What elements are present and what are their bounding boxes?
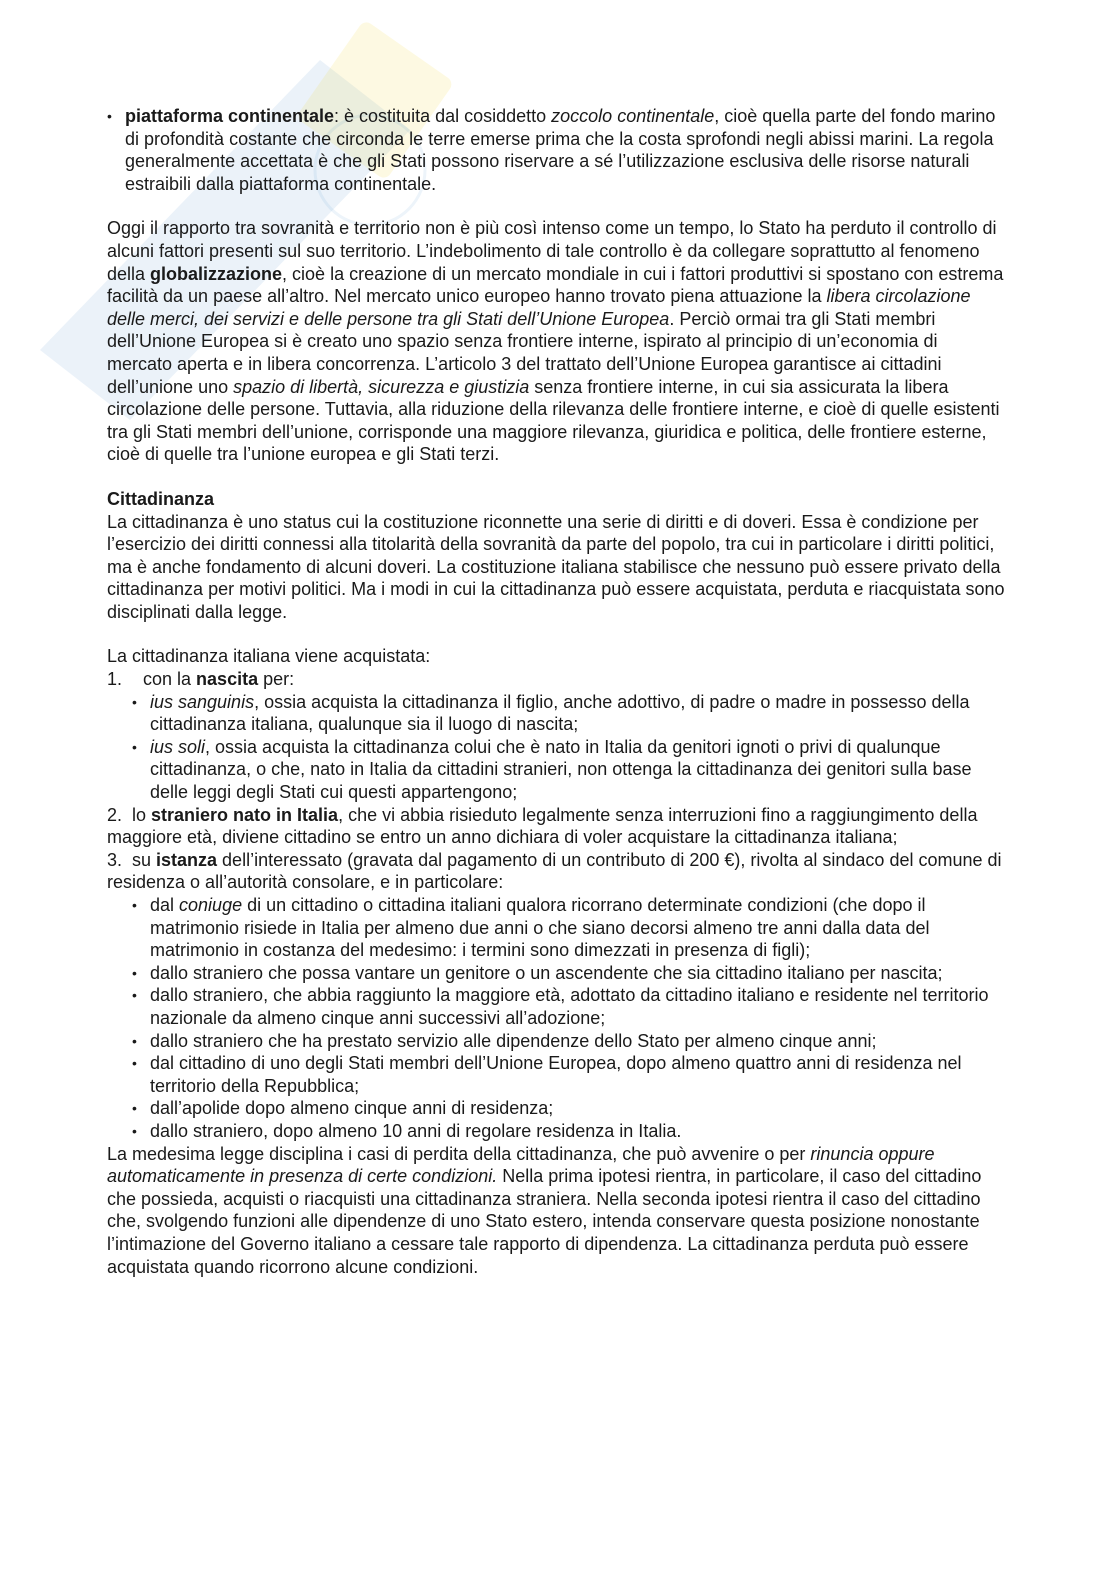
list-item: • dal cittadino di uno degli Stati membri dell’Unione Europea, dopo almeno quattro anni di residenza nel territorio della Repubblica; xyxy=(132,1052,1007,1097)
list-item: • dallo straniero che ha prestato servizio alle dipendenze dello Stato per almeno cinque anni; xyxy=(132,1030,1007,1053)
text: : è costituita dal cosiddetto xyxy=(334,106,552,126)
emphasis: libera circolazione delle merci, dei servizi e delle persone tra gli Stati dell’Unione Europea xyxy=(107,286,971,329)
emphasis: ius soli xyxy=(150,736,206,757)
emphasis: zoccolo continentale xyxy=(551,106,715,126)
text: Oggi il rapporto tra sovranità e territorio non è più così intenso come un tempo, lo Stato ha perduto il controllo di alcuni fattori presenti sul suo territorio. L’indebolimento di tale controllo è da collegare soprattutto al fenomeno della xyxy=(107,218,997,284)
list-item-2 xyxy=(107,804,1007,849)
term-nascita: nascita xyxy=(196,669,259,690)
term-istanza: istanza xyxy=(156,849,218,870)
list-item xyxy=(132,894,1007,962)
paragraph-perdita-cittadinanza xyxy=(107,1143,1007,1279)
list-item: • dallo straniero, dopo almeno 10 anni di regolare residenza in Italia. xyxy=(132,1120,1007,1143)
list-lead: La cittadinanza italiana viene acquistata: xyxy=(107,646,431,667)
text: , che vi abbia risieduto legalmente senza interruzioni fino a raggiungimento della maggiore età, diviene cittadino se entro un anno dichiara di voler acquistare la cittadinanza italiana; xyxy=(107,804,978,848)
text: di un cittadino o cittadina italiani qualora ricorrano determinate condizioni (che dopo il matrimonio risiede in Italia per almeno due anni o che siano decorsi almeno tre anni dalla data del matrimonio in costanza del medesimo: i termini sono dimezzati in presenza di figli); xyxy=(150,895,930,961)
item-number: 2. xyxy=(107,804,123,825)
section-heading: Cittadinanza xyxy=(107,488,215,509)
item-number: 1. xyxy=(107,669,123,690)
list-item-1 xyxy=(107,668,1007,691)
emphasis: spazio di libertà, sicurezza e giustizia xyxy=(233,376,530,397)
term-piattaforma: piattaforma continentale xyxy=(125,106,335,126)
text: con la xyxy=(143,669,197,690)
text: La medesima legge disciplina i casi di perdita della cittadinanza, che può avvenire o per xyxy=(107,1143,811,1164)
text: , ossia acquista la cittadinanza colui che è nato in Italia da genitori ignoti o privi di qualunque cittadinanza, o che, nato in Italia da cittadini stranieri, non ottenga la cittadinanza dei genitori sulla base delle leggi degli Stati cui questi appartengono; xyxy=(150,736,972,803)
term-straniero: straniero nato in Italia xyxy=(151,804,339,825)
list-item: • dall’apolide dopo almeno cinque anni di residenza; xyxy=(132,1097,1007,1120)
list-item: • dallo straniero che possa vantare un genitore o un ascendente che sia cittadino italiano per nascita; xyxy=(132,962,1007,985)
text: , cioè quella parte del fondo marino di profondità costante che circonda le terre emerse prima che la costa sprofondi negli abissi marini. La regola generalmente accettata è che gli Stati possono riservare a sé l’utilizzazione esclusiva delle risorse naturali estraibili dalla piattaforma continentale. xyxy=(125,106,996,194)
emphasis: coniuge xyxy=(179,895,243,915)
document-page xyxy=(107,105,1007,1278)
sublist-nascita xyxy=(132,691,1007,804)
text: dell’interessato (gravata dal pagamento di un contributo di 200 €), rivolta al sindaco del comune di residenza o all’autorità consolare, e in particolare: xyxy=(107,849,1002,893)
paragraph-globalizzazione xyxy=(107,217,1007,466)
list-item: • dallo straniero, che abbia raggiunto la maggiore età, adottato da cittadino italiano e residente nel territorio nazionale da almeno cinque anni successivi all’adozione; xyxy=(132,984,1007,1029)
text: lo xyxy=(132,804,152,825)
emphasis: rinuncia oppure automaticamente in presenza di certe condizioni. xyxy=(107,1143,935,1187)
sublist-istanza xyxy=(132,894,1007,1143)
text: senza frontiere interne, in cui sia assicurata la libera circolazione delle persone. Tuttavia, alla riduzione della rilevanza delle frontiere interne, e cioè di quelle esistenti tra gli Stati membri dell’unione, corrisponde una maggiore rilevanza, giuridica e politica, delle frontiere esterne, cioè di quelle tra l’unione europea e gli Stati terzi. xyxy=(107,376,1000,465)
paragraph-cittadinanza-intro: La cittadinanza è uno status cui la costituzione riconnette una serie di diritti e di doveri. Essa è condizione per l’esercizio dei diritti connessi alla titolarità della sovranità da parte del popolo, tra cui in particolare i diritti politici, ma è anche fondamento di alcuni doveri. La costituzione italiana stabilisce che nessuno può essere privato della cittadinanza per motivi politici. Ma i modi in cui la cittadinanza può essere acquistata, perduta e riacquistata sono disciplinati dalla legge. xyxy=(107,511,1005,622)
text: . Perciò ormai tra gli Stati membri dell’Unione Europea si è creato uno spazio senza frontiere interne, ispirato al principio di un’economia di mercato aperta e in libera concorrenza. L’articolo 3 del trattato dell’Unione Europea garantisce ai cittadini dell’unione uno xyxy=(107,308,942,397)
term-globalizzazione: globalizzazione xyxy=(150,263,283,284)
text: Nella prima ipotesi rientra, in particolare, il caso del cittadino che possieda, acquisti o riacquisti una cittadinanza straniera. Nella seconda ipotesi rientra il caso del cittadino che, svolgendo funzioni alle dipendenze di uno Stato estero, intenda conservare questa posizione nonostante l’intimazione del Governo italiano a cessare tale rapporto di dipendenza. La cittadinanza perduta può essere acquistata quando ricorrono alcune condizioni. xyxy=(107,1166,982,1277)
emphasis: ius sanguinis xyxy=(150,691,255,712)
text: per: xyxy=(258,669,295,690)
text: su xyxy=(132,849,157,870)
text: , ossia acquista la cittadinanza il figlio, anche adottivo, di padre o madre in possesso della cittadinanza italiana, qualunque sia il luogo di nascita; xyxy=(150,691,970,735)
list-item xyxy=(132,736,1007,804)
text: , cioè la creazione di un mercato mondiale in cui i fattori produttivi si spostano con estrema facilità da un paese all’altro. Nel mercato unico europeo hanno trovato piena attuazione la xyxy=(107,263,1004,307)
bullet-piattaforma-continentale xyxy=(107,105,1007,195)
list-item xyxy=(132,691,1007,736)
list-item-3 xyxy=(107,849,1007,894)
text: dal xyxy=(150,895,180,915)
item-number: 3. xyxy=(107,849,123,870)
